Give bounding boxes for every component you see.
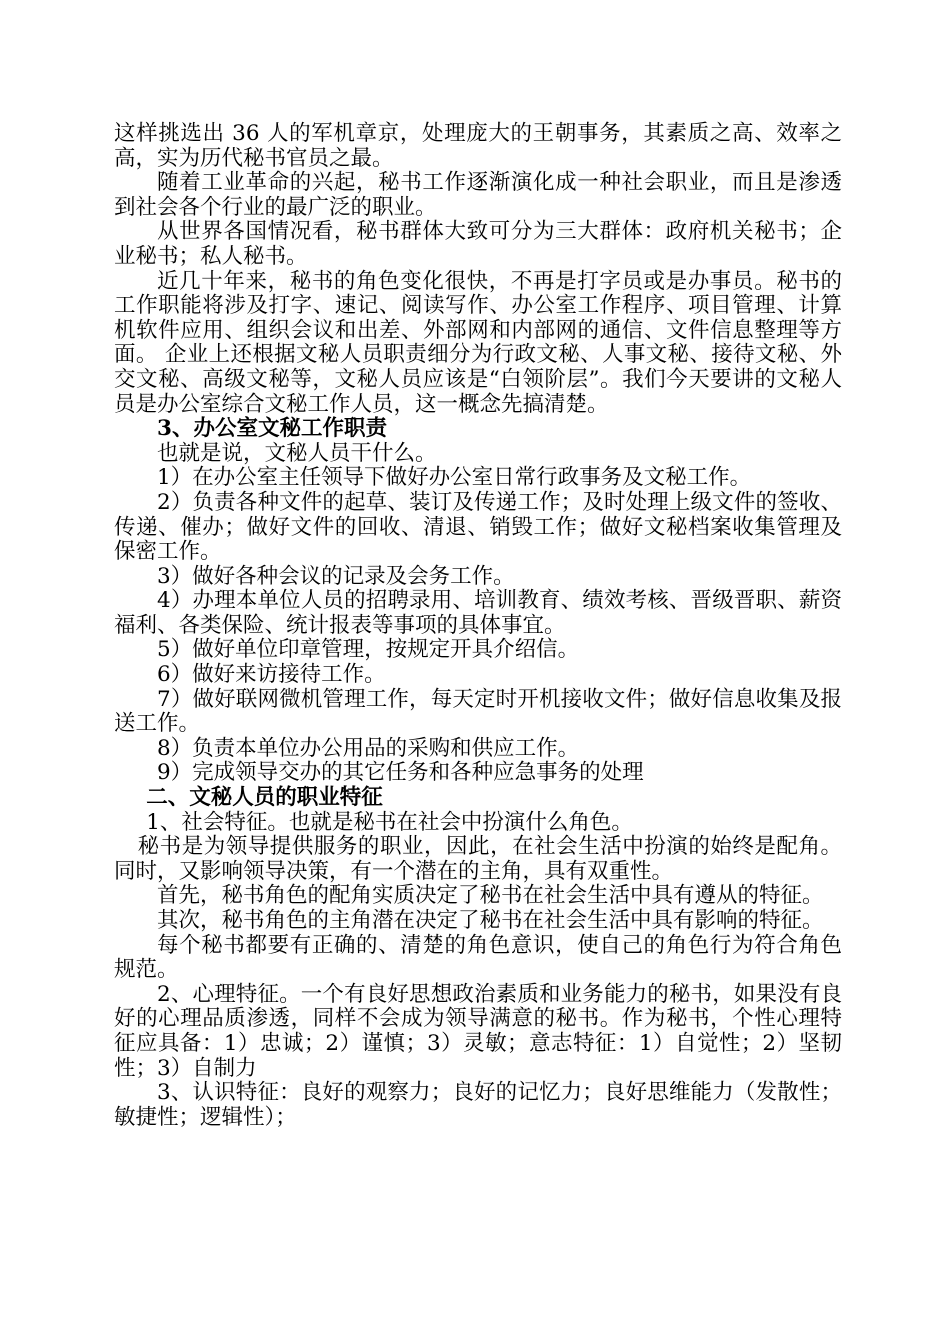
body-paragraph: 9）完成领导交办的其它任务和各种应急事务的处理 <box>157 760 644 786</box>
document-body <box>114 122 842 1130</box>
section-heading: 二、文秘人员的职业特征 <box>146 785 383 811</box>
body-paragraph: 这样挑选出 36 人的军机章京，处理庞大的王朝事务，其素质之高、效率之高，实为历代秘书官员之最。 <box>114 121 842 171</box>
body-paragraph: 6）做好来访接待工作。 <box>157 662 386 688</box>
body-paragraph: 1）在办公室主任领导下做好办公室日常行政事务及文秘工作。 <box>157 465 752 491</box>
body-paragraph: 3、认识特征：良好的观察力；良好的记忆力；良好思维能力（发散性；敏捷性；逻辑性）； <box>114 1080 842 1130</box>
body-paragraph: 近几十年来，秘书的角色变化很快，不再是打字员或是办事员。秘书的工作职能将涉及打字、速记、阅读写作、办公室工作程序、项目管理、计算机软件应用、组织会议和出差、外部网和内部网的通信、文件信息整理等方面。 企业上还根据文秘人员职责细分为行政文秘、人事文秘、接待文秘、外交文秘、高级文秘等，文秘人员应该是“白领阶层”。我们今天要讲的文秘人员是办公室综合文秘工作人员，这一概念先搞清楚。 <box>114 268 842 417</box>
body-paragraph: 5）做好单位印章管理，按规定开具介绍信。 <box>157 637 580 663</box>
body-paragraph: 4）办理本单位人员的招聘录用、培训教育、绩效考核、晋级晋职、薪资福利、各类保险、统计报表等事项的具体事宜。 <box>114 588 842 638</box>
body-paragraph: 秘书是为领导提供服务的职业，因此，在社会生活中扮演的始终是配角。同时，又影响领导决策，有一个潜在的主角，具有双重性。 <box>114 834 842 884</box>
body-paragraph: 1、社会特征。也就是秘书在社会中扮演什么角色。 <box>146 809 633 835</box>
body-paragraph: 7）做好联网微机管理工作，每天定时开机接收文件；做好信息收集及报送工作。 <box>114 686 842 737</box>
body-paragraph: 2）负责各种文件的起草、装订及传递工作；及时处理上级文件的签收、传递、催办；做好文件的回收、清退、销毁工作；做好文秘档案收集管理及保密工作。 <box>114 489 842 565</box>
body-paragraph: 从世界各国情况看，秘书群体大致可分为三大群体：政府机关秘书；企业秘书；私人秘书。 <box>114 219 842 269</box>
body-paragraph: 3）做好各种会议的记录及会务工作。 <box>157 563 515 589</box>
section-heading: 3、办公室文秘工作职责 <box>157 416 387 442</box>
body-paragraph: 8）负责本单位办公用品的采购和供应工作。 <box>157 735 580 761</box>
body-paragraph: 也就是说，文秘人员干什么。 <box>157 440 437 466</box>
body-paragraph: 2、心理特征。一个有良好思想政治素质和业务能力的秘书，如果没有良好的心理品质渗透，同样不会成为领导满意的秘书。作为秘书，个性心理特征应具备：1）忠诚；2）谨慎；3）灵敏；意志特征：1）自觉性；2）坚韧性；3）自制力 <box>114 981 842 1081</box>
body-paragraph: 随着工业革命的兴起，秘书工作逐渐演化成一种社会职业，而且是渗透到社会各个行业的最广泛的职业。 <box>114 170 842 220</box>
body-paragraph: 其次，秘书角色的主角潜在决定了秘书在社会生活中具有影响的特征。 <box>157 908 824 933</box>
body-paragraph: 首先，秘书角色的配角实质决定了秘书在社会生活中具有遵从的特征。 <box>157 883 824 909</box>
body-paragraph: 每个秘书都要有正确的、清楚的角色意识，使自己的角色行为符合角色规范。 <box>114 932 842 983</box>
